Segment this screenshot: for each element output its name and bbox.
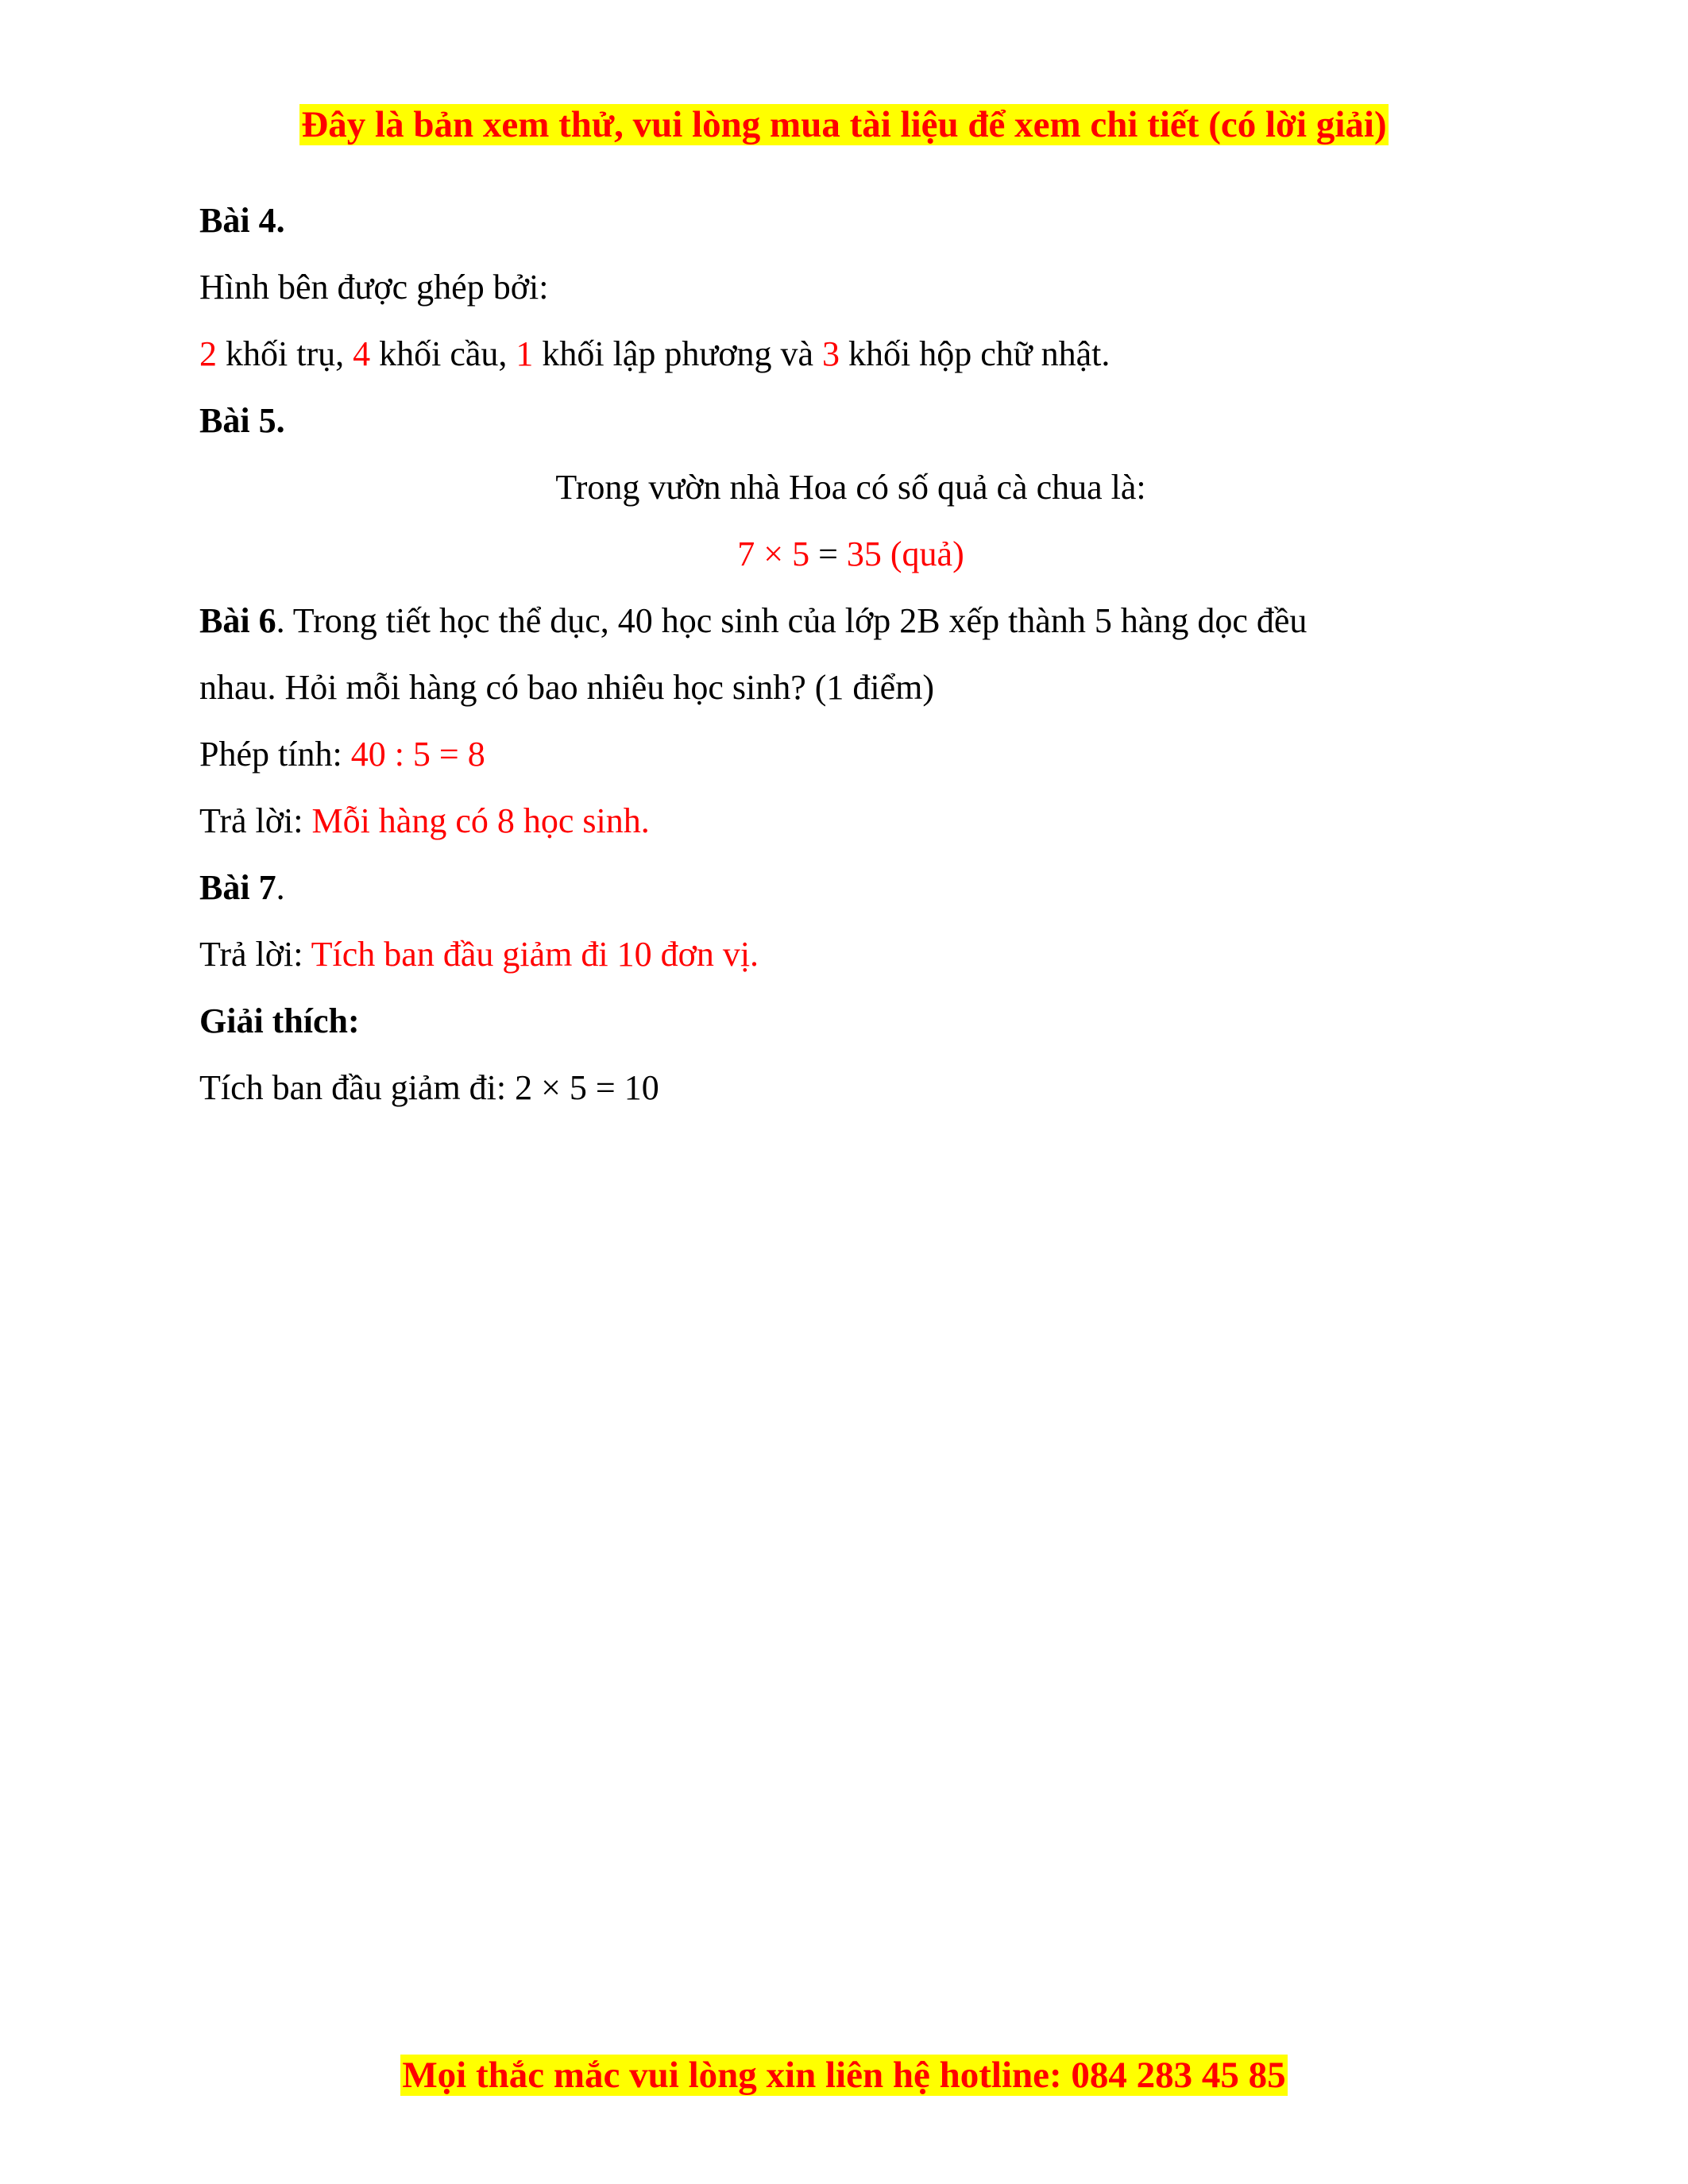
- bai5-calculation: 7 × 5 = 35 (quả): [737, 534, 964, 573]
- hotline-banner: [0, 2051, 1688, 2099]
- bai4-count-cube: 1: [516, 334, 534, 373]
- document-body: [199, 196, 1502, 1130]
- bai4-count-cylinder: 2: [199, 334, 217, 373]
- bai6-question-line1: Bài 6. Trong tiết học thể dục, 40 học sinh của lớp 2B xếp thành 5 hàng dọc đều: [199, 601, 1308, 640]
- bai7-explain-text: Tích ban đầu giảm đi: 2 × 5 = 10: [199, 1068, 659, 1107]
- bai5-expression: 7 × 5: [737, 534, 810, 573]
- bai6-question-line2: nhau. Hỏi mỗi hàng có bao nhiêu học sinh? (1 điểm): [199, 668, 935, 707]
- preview-notice-banner: [0, 101, 1688, 149]
- bai7-title: Bài 7.: [199, 868, 285, 907]
- bai4-intro: Hình bên được ghép bởi:: [199, 268, 549, 307]
- bai6-answer-value: Mỗi hàng có 8 học sinh.: [311, 801, 650, 840]
- preview-notice-text: Đây là bản xem thử, vui lòng mua tài liệu để xem chi tiết (có lời giải): [301, 104, 1387, 145]
- bai6-calc-value: 40 : 5 = 8: [350, 735, 485, 774]
- bai6-title: Bài 6: [199, 601, 276, 640]
- bai6-calculation: Phép tính: 40 : 5 = 8: [199, 735, 485, 774]
- bai5-statement: Trong vườn nhà Hoa có số quả cà chua là:: [555, 468, 1146, 507]
- hotline-text: Mọi thắc mắc vui lòng xin liên hệ hotline: 084 283 45 85: [402, 2055, 1286, 2096]
- bai4-count-box: 3: [822, 334, 840, 373]
- bai5-result: 35 (quả): [846, 534, 964, 573]
- bai5-title: Bài 5.: [199, 401, 285, 440]
- bai7-explain-title: Giải thích:: [199, 1001, 360, 1040]
- bai7-answer-value: Tích ban đầu giảm đi 10 đơn vị.: [311, 935, 759, 974]
- bai4-answer: 2 khối trụ, 4 khối cầu, 1 khối lập phương và 3 khối hộp chữ nhật.: [199, 334, 1111, 373]
- bai7-answer: Trả lời: Tích ban đầu giảm đi 10 đơn vị.: [199, 935, 759, 974]
- bai4-title: Bài 4.: [199, 201, 285, 240]
- bai4-count-sphere: 4: [353, 334, 371, 373]
- bai6-answer: Trả lời: Mỗi hàng có 8 học sinh.: [199, 801, 650, 840]
